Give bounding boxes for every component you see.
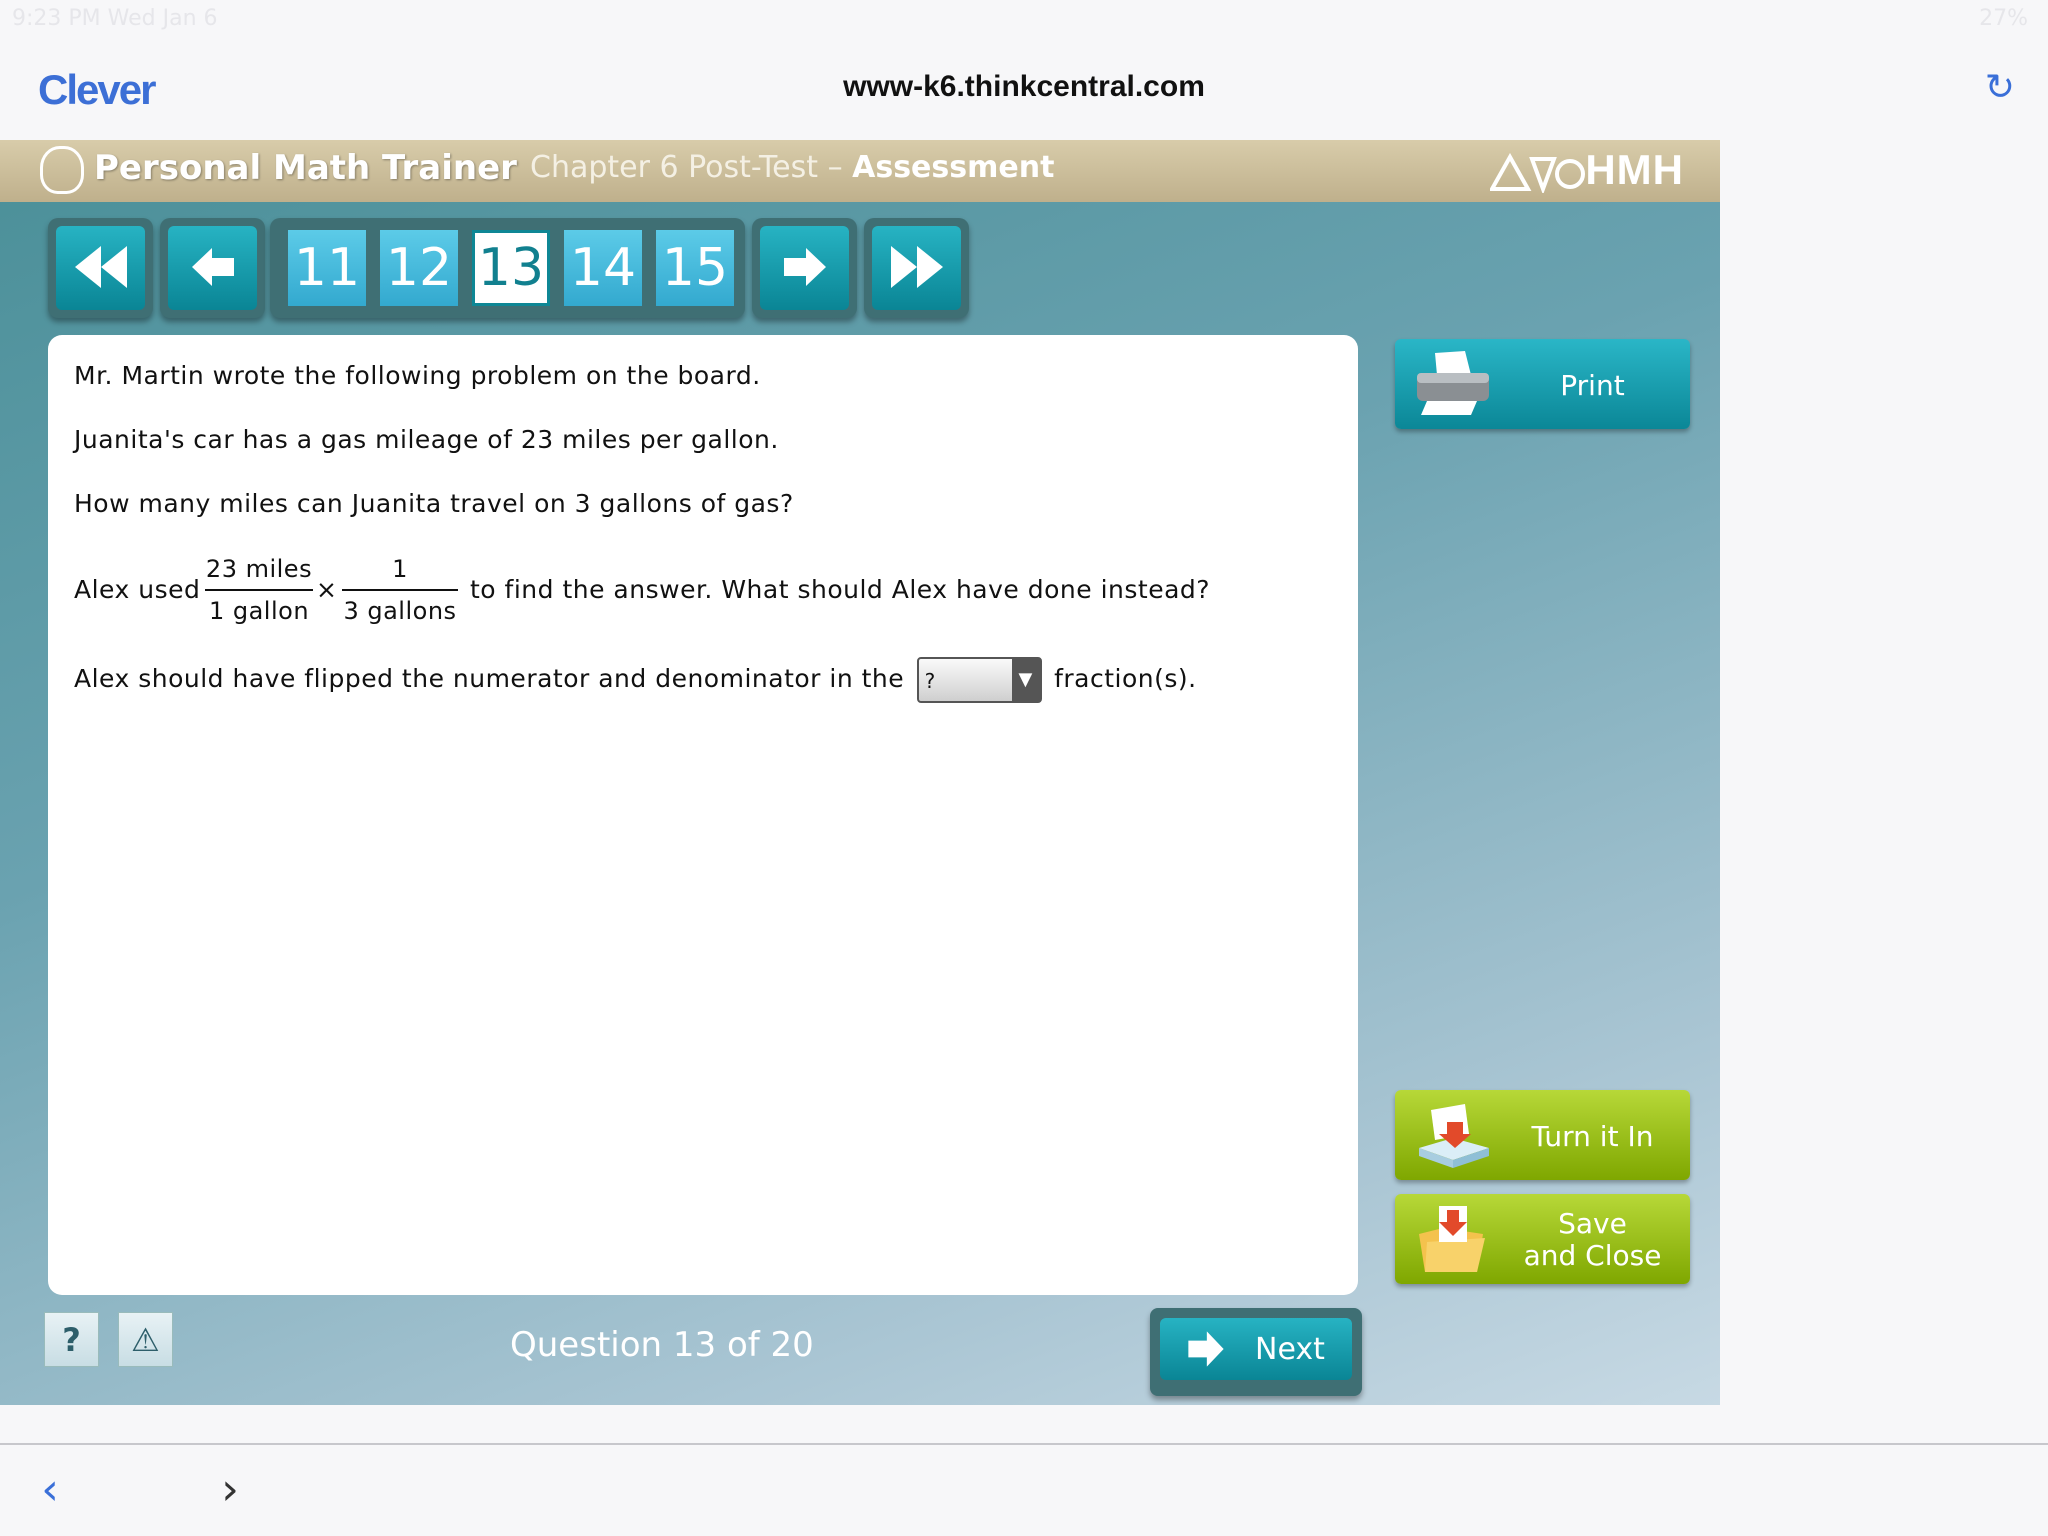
next-button-frame xyxy=(1150,1308,1362,1396)
dropdown-arrow-icon: ▼ xyxy=(1012,659,1040,701)
toolbar-divider xyxy=(0,1443,2048,1445)
save-folder-icon xyxy=(1413,1204,1493,1274)
next-question-button[interactable] xyxy=(752,218,857,318)
fraction-1 xyxy=(205,555,313,625)
fraction-1-numerator: 23 miles xyxy=(205,555,313,591)
answer-suffix: fraction(s). xyxy=(1054,664,1197,693)
printer-icon xyxy=(1413,349,1493,419)
reload-icon[interactable]: ↻ xyxy=(1984,67,2016,108)
fraction-2 xyxy=(342,555,458,625)
print-label: Print xyxy=(1560,369,1625,402)
browser-toolbar xyxy=(0,40,2048,140)
rewind-icon xyxy=(56,226,145,310)
fraction-1-denominator: 1 gallon xyxy=(208,597,310,625)
battery-indicator: 27% xyxy=(1979,6,2028,31)
question-12-button[interactable]: 12 xyxy=(380,230,458,306)
address-bar[interactable]: www-k6.thinkcentral.com xyxy=(843,70,1205,103)
chapter-title xyxy=(530,150,1054,185)
question-15-button[interactable]: 15 xyxy=(656,230,734,306)
browser-back-icon[interactable]: ‹ xyxy=(41,1464,59,1515)
app-area xyxy=(0,140,1720,1405)
turn-it-in-label: Turn it In xyxy=(1531,1120,1654,1153)
arrow-left-icon xyxy=(168,226,257,310)
fraction-2-numerator: 1 xyxy=(342,555,458,591)
previous-question-button[interactable] xyxy=(160,218,265,318)
question-11-button[interactable]: 11 xyxy=(288,230,366,306)
app-title: Personal Math Trainer xyxy=(94,148,517,188)
answer-dropdown[interactable] xyxy=(917,657,1042,703)
question-counter xyxy=(510,1325,814,1365)
problem-line-2: Juanita's car has a gas mileage of 23 miles per gallon. xyxy=(74,425,779,454)
first-question-button[interactable] xyxy=(48,218,153,318)
question-panel xyxy=(48,335,1358,1295)
hmh-logo xyxy=(1490,146,1684,194)
fast-forward-icon xyxy=(872,226,961,310)
app-header xyxy=(0,140,1720,202)
pmt-logo-icon xyxy=(40,146,84,194)
print-button[interactable] xyxy=(1395,339,1690,429)
save-label-line-1: Save xyxy=(1558,1207,1627,1240)
question-counter-number: 13 xyxy=(672,1325,717,1365)
problem-line-3: How many miles can Juanita travel on 3 gallons of gas? xyxy=(74,489,794,518)
alex-used-text: Alex used xyxy=(74,575,201,604)
save-and-close-label xyxy=(1495,1208,1690,1272)
answer-sentence xyxy=(74,657,1197,703)
question-counter-label: Question xyxy=(510,1325,663,1365)
browser-forward-icon[interactable]: › xyxy=(221,1464,239,1515)
turn-it-in-button[interactable] xyxy=(1395,1090,1690,1180)
next-button[interactable] xyxy=(1160,1318,1352,1380)
save-label-line-2: and Close xyxy=(1523,1239,1662,1272)
help-button[interactable]: ? xyxy=(44,1312,99,1367)
arrow-right-icon xyxy=(760,226,849,310)
last-question-button[interactable] xyxy=(864,218,969,318)
alex-question-text: to find the answer. What should Alex have done instead? xyxy=(470,575,1211,604)
title-separator: – xyxy=(827,150,843,185)
save-and-close-button[interactable] xyxy=(1395,1194,1690,1284)
alert-icon: ⚠ xyxy=(131,1321,160,1359)
turn-in-icon xyxy=(1413,1100,1493,1170)
question-13-button[interactable]: 13 xyxy=(472,230,550,306)
question-number-group xyxy=(270,218,745,318)
fraction-2-denominator: 3 gallons xyxy=(343,597,457,625)
problem-line-1: Mr. Martin wrote the following problem on the board. xyxy=(74,361,761,390)
question-14-button[interactable]: 14 xyxy=(564,230,642,306)
arrow-right-icon xyxy=(1185,1328,1227,1370)
status-bar xyxy=(0,0,2048,40)
question-counter-total: of 20 xyxy=(726,1325,814,1365)
chapter-name: Chapter 6 Post-Test xyxy=(530,150,819,185)
next-label: Next xyxy=(1255,1332,1325,1367)
hmh-logo-text: HMH xyxy=(1585,146,1684,193)
answer-prefix: Alex should have flipped the numerator and denominator in the xyxy=(74,664,905,693)
alert-button[interactable] xyxy=(118,1312,173,1367)
clever-logo[interactable]: Clever xyxy=(38,66,155,113)
status-time: 9:23 PM Wed Jan 6 xyxy=(12,6,218,31)
times-symbol: × xyxy=(316,575,338,604)
assessment-mode: Assessment xyxy=(852,150,1055,185)
dropdown-value: ? xyxy=(924,669,936,693)
